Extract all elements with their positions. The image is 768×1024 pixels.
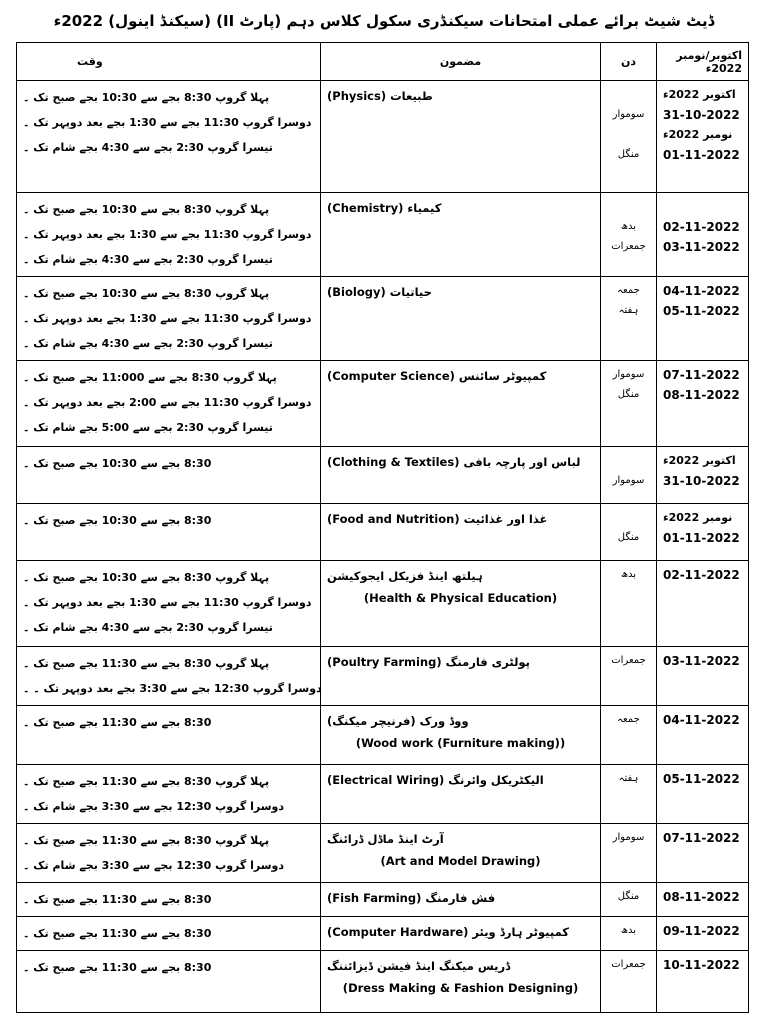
exam-date: 07-11-2022 — [663, 831, 740, 845]
subject-name: طبیعات (Physics) — [327, 89, 433, 103]
exam-day: بدھ — [621, 221, 637, 232]
time-cell — [17, 917, 321, 951]
subject-name: (Art and Model Drawing) — [380, 854, 541, 868]
date-cell — [657, 951, 749, 1013]
time-cell — [17, 504, 321, 561]
table-row — [17, 706, 749, 765]
subject-name: حیاتیات (Biology) — [327, 285, 432, 299]
day-cell — [601, 917, 657, 951]
exam-date: 04-11-2022 — [663, 713, 740, 727]
subject-cell — [321, 277, 601, 361]
subject-cell — [321, 504, 601, 561]
time-slot: تیسرا گروپ 2:30 بجے سے 5:00 بجے شام تک ۔ — [23, 421, 273, 434]
time-cell — [17, 193, 321, 277]
time-cell — [17, 277, 321, 361]
subject-name: کمپیوٹر ہارڈ ویئر (Computer Hardware) — [327, 925, 569, 939]
exam-date: 04-11-2022 — [663, 284, 740, 298]
date-sheet-table — [16, 42, 749, 1013]
time-slot: 8:30 بجے سے 11:30 بجے صبح تک ۔ — [23, 893, 212, 906]
subject-cell — [321, 81, 601, 193]
exam-date: 03-11-2022 — [663, 654, 740, 668]
date-cell — [657, 647, 749, 706]
exam-date: 02-11-2022 — [663, 568, 740, 582]
exam-date: 05-11-2022 — [663, 772, 740, 786]
time-slot: دوسرا گروپ 11:30 بجے سے 1:30 بجے بعد دوپہر تک ۔ — [23, 116, 312, 129]
exam-date: 02-11-2022 — [663, 220, 740, 234]
exam-day: بدھ — [621, 925, 637, 936]
time-slot: پہلا گروپ 8:30 بجے سے 11:30 بجے صبح تک ۔ — [23, 834, 270, 847]
time-cell — [17, 361, 321, 447]
time-slot: دوسرا گروپ 12:30 بجے سے 3:30 بجے شام تک ۔ — [23, 800, 285, 813]
subject-cell — [321, 447, 601, 504]
exam-date: 31-10-2022 — [663, 108, 740, 122]
exam-date: 01-11-2022 — [663, 148, 740, 162]
day-cell — [601, 361, 657, 447]
time-cell — [17, 883, 321, 917]
date-cell — [657, 277, 749, 361]
time-slot: دوسرا گروپ 11:30 بجے سے 1:30 بجے بعد دوپہر تک ۔ — [23, 596, 312, 609]
subject-cell — [321, 706, 601, 765]
subject-name: ہیلتھ اینڈ فزیکل ایجوکیشن — [327, 569, 483, 583]
time-slot: 8:30 بجے سے 10:30 بجے صبح تک ۔ — [23, 514, 212, 527]
time-slot: پہلا گروپ 8:30 بجے سے 10:30 بجے صبح تک ۔ — [23, 287, 270, 300]
subject-name: فش فارمنگ (Fish Farming) — [327, 891, 496, 905]
subject-cell — [321, 647, 601, 706]
time-slot: دوسرا گروپ 12:30 بجے سے 3:30 بجے شام تک ۔ — [23, 859, 285, 872]
time-slot: دوسرا گروپ 11:30 بجے سے 1:30 بجے بعد دوپہر تک ۔ — [23, 228, 312, 241]
subject-name: (Wood work (Furniture making)) — [355, 736, 566, 750]
time-slot: پہلا گروپ 8:30 بجے سے 10:30 بجے صبح تک ۔ — [23, 571, 270, 584]
time-slot: پہلا گروپ 8:30 بجے سے 11:000 بجے صبح تک ۔ — [23, 371, 277, 384]
subject-name: ووڈ ورک (فرنیچر میکنگ) — [327, 714, 469, 728]
time-slot: تیسرا گروپ 2:30 بجے سے 4:30 بجے شام تک ۔ — [23, 621, 273, 634]
exam-date: 03-11-2022 — [663, 240, 740, 254]
day-cell — [601, 883, 657, 917]
date-cell — [657, 561, 749, 647]
exam-day: جمعرات — [611, 959, 646, 970]
exam-day: منگل — [617, 389, 640, 400]
table-row — [17, 951, 749, 1013]
exam-day: منگل — [617, 891, 640, 902]
time-cell — [17, 561, 321, 647]
day-cell — [601, 647, 657, 706]
exam-day: جمعرات — [611, 241, 646, 252]
date-cell — [657, 193, 749, 277]
time-cell — [17, 81, 321, 193]
table-row — [17, 193, 749, 277]
header-day: دن — [601, 43, 657, 81]
exam-date: نومبر 2022ء — [663, 511, 733, 524]
table-row — [17, 81, 749, 193]
exam-date: 09-11-2022 — [663, 924, 740, 938]
day-cell — [601, 765, 657, 824]
day-cell — [601, 81, 657, 193]
subject-name: (Dress Making & Fashion Designing) — [342, 981, 579, 995]
table-row — [17, 917, 749, 951]
exam-date: اکتوبر 2022ء — [663, 88, 736, 101]
exam-date: 08-11-2022 — [663, 388, 740, 402]
subject-cell — [321, 824, 601, 883]
exam-day: جمعرات — [611, 655, 646, 666]
time-slot: تیسرا گروپ 2:30 بجے سے 4:30 بجے شام تک ۔ — [23, 253, 273, 266]
time-slot: 8:30 بجے سے 10:30 بجے صبح تک ۔ — [23, 457, 212, 470]
time-cell — [17, 647, 321, 706]
table-row — [17, 647, 749, 706]
subject-cell — [321, 361, 601, 447]
time-cell — [17, 447, 321, 504]
day-cell — [601, 561, 657, 647]
subject-cell — [321, 951, 601, 1013]
time-slot: دوسرا گروپ 12:30 بجے سے 3:30 بجے بعد دوپہر تک ۔ ۔ — [23, 682, 322, 695]
time-cell — [17, 951, 321, 1013]
time-cell — [17, 706, 321, 765]
subject-name: (Health & Physical Education) — [363, 591, 558, 605]
subject-name: لباس اور پارچہ بافی (Clothing & Textiles) — [327, 455, 581, 469]
exam-day: جمعہ — [617, 285, 640, 296]
exam-date: 31-10-2022 — [663, 474, 740, 488]
exam-date: 05-11-2022 — [663, 304, 740, 318]
table-row — [17, 361, 749, 447]
day-cell — [601, 951, 657, 1013]
exam-date: اکتوبر 2022ء — [663, 454, 736, 467]
exam-date: نومبر 2022ء — [663, 128, 733, 141]
exam-day: ہفتہ — [618, 305, 639, 316]
header-time: وقت — [17, 43, 321, 81]
date-cell — [657, 361, 749, 447]
subject-name: کمپیوٹر سائنس (Computer Science) — [327, 369, 547, 383]
date-cell — [657, 504, 749, 561]
day-cell — [601, 447, 657, 504]
subject-cell — [321, 561, 601, 647]
exam-day: سوموار — [612, 109, 645, 120]
exam-date: 08-11-2022 — [663, 890, 740, 904]
exam-day: منگل — [617, 532, 640, 543]
exam-day: سوموار — [612, 369, 645, 380]
header-date: اکتوبر/نومبر 2022ء — [657, 43, 749, 81]
date-cell — [657, 447, 749, 504]
time-slot: دوسرا گروپ 11:30 بجے سے 2:00 بجے بعد دوپہر تک ۔ — [23, 396, 312, 409]
subject-name: کیمیاء (Chemistry) — [327, 201, 442, 215]
date-cell — [657, 765, 749, 824]
subject-cell — [321, 917, 601, 951]
day-cell — [601, 706, 657, 765]
exam-date: 01-11-2022 — [663, 531, 740, 545]
table-row — [17, 765, 749, 824]
date-cell — [657, 81, 749, 193]
time-cell — [17, 765, 321, 824]
time-slot: 8:30 بجے سے 11:30 بجے صبح تک ۔ — [23, 927, 212, 940]
exam-day: سوموار — [612, 832, 645, 843]
date-cell — [657, 824, 749, 883]
time-slot: دوسرا گروپ 11:30 بجے سے 1:30 بجے بعد دوپہر تک ۔ — [23, 312, 312, 325]
exam-day: جمعہ — [617, 714, 640, 725]
day-cell — [601, 277, 657, 361]
subject-cell — [321, 883, 601, 917]
day-cell — [601, 824, 657, 883]
day-cell — [601, 504, 657, 561]
subject-cell — [321, 765, 601, 824]
exam-date: 07-11-2022 — [663, 368, 740, 382]
table-row — [17, 883, 749, 917]
time-slot: پہلا گروپ 8:30 بجے سے 11:30 بجے صبح تک ۔ — [23, 775, 270, 788]
date-cell — [657, 706, 749, 765]
table-header-row — [17, 43, 749, 81]
subject-name: آرٹ اینڈ ماڈل ڈرائنگ — [327, 832, 444, 846]
day-cell — [601, 193, 657, 277]
table-row — [17, 824, 749, 883]
exam-date: 10-11-2022 — [663, 958, 740, 972]
time-slot: تیسرا گروپ 2:30 بجے سے 4:30 بجے شام تک ۔ — [23, 141, 273, 154]
time-slot: پہلا گروپ 8:30 بجے سے 11:30 بجے صبح تک ۔ — [23, 657, 270, 670]
table-row — [17, 561, 749, 647]
subject-name: غذا اور غذائیت (Food and Nutrition) — [327, 512, 548, 526]
subject-name: پولٹری فارمنگ (Poultry Farming) — [327, 655, 530, 669]
time-slot: 8:30 بجے سے 11:30 بجے صبح تک ۔ — [23, 716, 212, 729]
header-subject: مضمون — [321, 43, 601, 81]
table-row — [17, 277, 749, 361]
page-title: ڈیٹ شیٹ برائے عملی امتحانات سیکنڈری سکول کلاس دہم (پارٹ II) (سیکنڈ اینول) 2022ء — [53, 12, 715, 30]
date-cell — [657, 883, 749, 917]
exam-day: سوموار — [612, 475, 645, 486]
time-slot: 8:30 بجے سے 11:30 بجے صبح تک ۔ — [23, 961, 212, 974]
exam-day: منگل — [617, 149, 640, 160]
time-slot: تیسرا گروپ 2:30 بجے سے 4:30 بجے شام تک ۔ — [23, 337, 273, 350]
time-slot: پہلا گروپ 8:30 بجے سے 10:30 بجے صبح تک ۔ — [23, 203, 270, 216]
table-row — [17, 447, 749, 504]
exam-day: ہفتہ — [618, 773, 639, 784]
exam-day: بدھ — [621, 569, 637, 580]
subject-cell — [321, 193, 601, 277]
subject-name: ڈریس میکنگ اینڈ فیشن ڈیزائننگ — [327, 959, 511, 973]
date-cell — [657, 917, 749, 951]
table-row — [17, 504, 749, 561]
time-slot: پہلا گروپ 8:30 بجے سے 10:30 بجے صبح تک ۔ — [23, 91, 270, 104]
time-cell — [17, 824, 321, 883]
subject-name: الیکٹریکل وائرنگ (Electrical Wiring) — [327, 773, 544, 787]
